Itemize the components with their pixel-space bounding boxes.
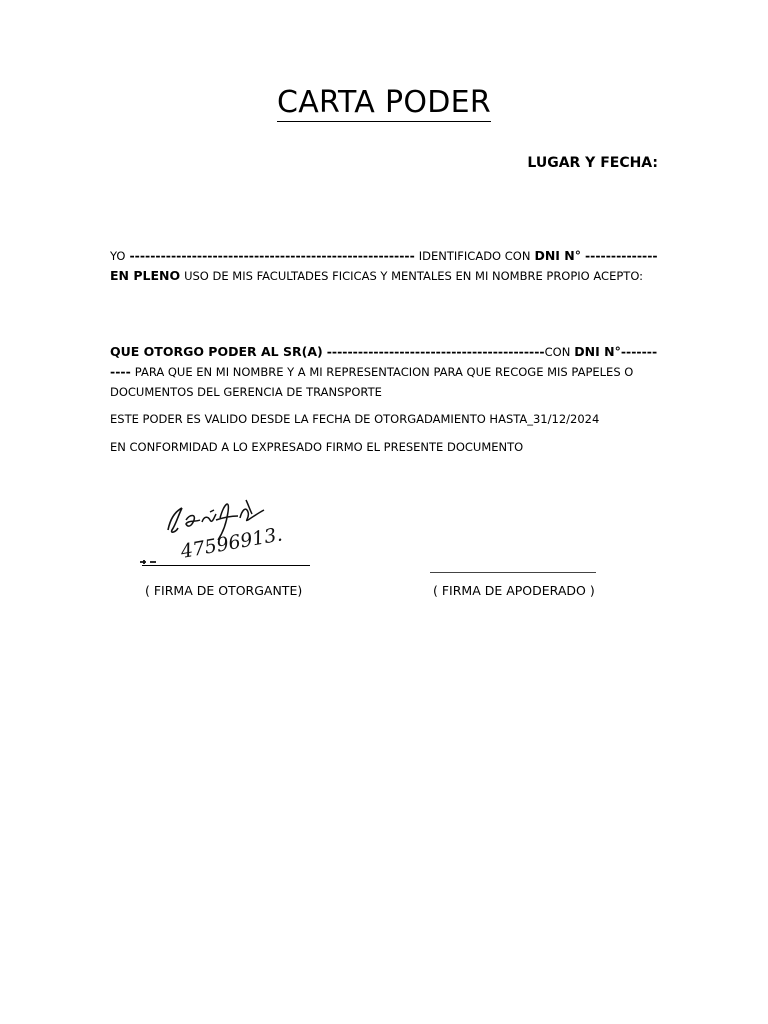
power-paragraph: QUE OTORGO PODER AL SR(A) ------------------------------------------CON DNI N°----------- PARA QUE EN MI NOMBRE Y A MI REPRESENTACION PARA QUE RECOGE MIS PAPELES O DOCUMENTOS DEL GERENCIA DE TRANSPORTE xyxy=(110,344,658,399)
grantor-signature-caption: ( FIRMA DE OTORGANTE) xyxy=(145,583,303,598)
attorney-signature-caption: ( FIRMA DE APODERADO ) xyxy=(433,583,595,598)
conformity-paragraph: EN CONFORMIDAD A LO EXPRESADO FIRMO EL PRESENTE DOCUMENTO xyxy=(110,440,524,454)
place-date-label: LUGAR Y FECHA: xyxy=(527,155,658,171)
grantor-signature-line xyxy=(142,565,310,566)
handwritten-id-number: 47596913. xyxy=(179,523,285,563)
handwritten-signature xyxy=(130,490,320,570)
document-title: CARTA PODER xyxy=(276,85,492,120)
grantor-paragraph: YO ------------------------------------------------------- IDENTIFICADO CON DNI N° -------------- EN PLENO USO DE MIS FACULTADES FICICAS Y MENTALES EN MI NOMBRE PROPIO ACEPTO: xyxy=(110,248,658,283)
validity-paragraph: ESTE PODER ES VALIDO DESDE LA FECHA DE OTORGADAMIENTO HASTA_31/12/2024 xyxy=(110,412,600,426)
attorney-signature-line xyxy=(430,572,596,573)
